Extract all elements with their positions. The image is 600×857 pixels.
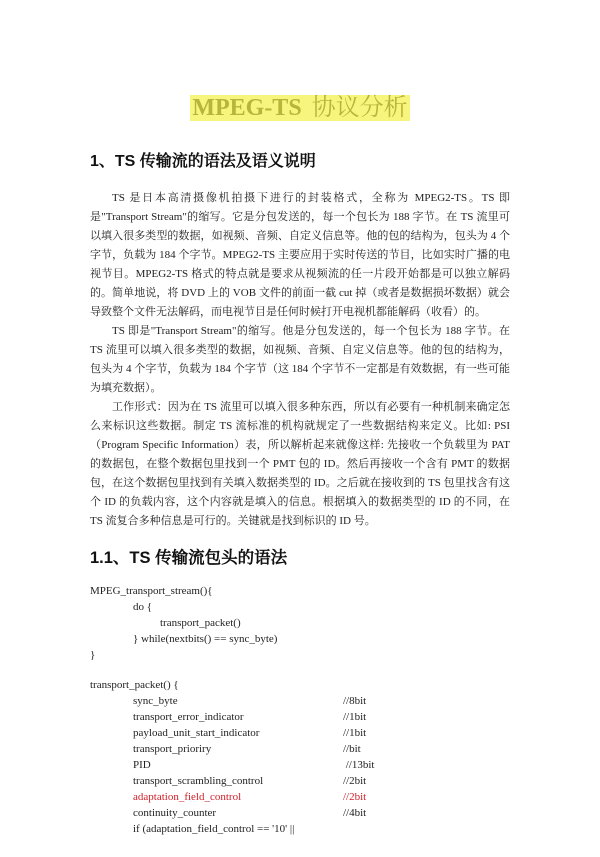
paragraph: TS 即是"Transport Stream"的缩写。他是分包发送的，每一个包长为 188 字节。在 TS 流里可以填入很多类型的数据，如视频、音频、自定义信息等。他的包的结构为，包头为 4 个字节，负载为 184 个字节（这 184 个字节不一定都是有效数据，有一些可能为填充数据）。 — [90, 325, 510, 394]
field-comment: //2bit — [343, 791, 367, 803]
title-latin: MPEG-TS — [192, 95, 302, 121]
field-name: payload_unit_start_indicator — [133, 727, 260, 739]
field-name: PID — [133, 759, 151, 771]
code-line: } while(nextbits() == sync_byte) — [133, 633, 278, 645]
field-row — [90, 773, 510, 789]
field-name: adaptation_field_control — [133, 791, 242, 803]
field-name: sync_byte — [133, 695, 178, 707]
section-1-1-heading: 1.1、TS 传输流包头的语法 — [90, 549, 288, 567]
field-comment: //13bit — [343, 759, 375, 771]
code-line: do { — [133, 601, 153, 613]
field-comment: //4bit — [343, 807, 367, 819]
title-cn — [304, 95, 410, 121]
field-row — [90, 725, 510, 741]
field-row — [90, 805, 510, 821]
stream-code-block — [90, 583, 510, 663]
paragraph: 工作形式：因为在 TS 流里可以填入很多种东西，所以有必要有一种机制来确定怎么来标识这些数据。制定 TS 流标准的机构就规定了一些数据结构来定义。比如: PSI（Program Specific Information）表，所以解析起来就像这样: 先接收一个负载里为 PAT 的数据包，在整个数据包里找到一个 PMT 包的 ID。然后再接收一个含有 PMT 的数据包，在这个数据包里找到有关填入数据类型的 ID。之后就在接收到的 TS 包里找含有这个 ID 的负载内容，这个内容就是填入的信息。根据填入的数据类型的 ID 的不同，在 TS 流复合多种信息是可行的。关键就是找到标识的 ID 号。 — [90, 401, 510, 527]
code-line: transport_packet() { — [90, 679, 179, 691]
field-comment: //8bit — [343, 695, 367, 707]
code-line: if (adaptation_field_control == '10' || — [133, 823, 295, 835]
field-name: transport_error_indicator — [133, 711, 244, 723]
document-title — [90, 92, 510, 127]
paragraph: TS 是日本高清摄像机拍摄下进行的封装格式，全称为 MPEG2-TS。TS 即是"Transport Stream"的缩写。它是分包发送的，每一个包长为 188 字节。在 TS 流里可以填入很多类型的数据，如视频、音频、自定义信息等。他的包的结构为，包头为 4 个字节，负载为 184 个字节。MPEG2-TS 主要应用于实时传送的节目，比如实时广播的电视节目。MPEG2-TS 格式的特点就是要求从视频流的任一片段开始都是可以独立解码的。简单地说，将 DVD 上的 VOB 文件的前面一截 cut 掉（或者是数据损坏数据）就会导致整个文件无法解码，而电视节目是任何时候打开电视机都能解码（收看）的。 — [90, 192, 510, 318]
section-1-body — [90, 189, 510, 531]
packet-code-block — [90, 677, 510, 837]
field-row — [90, 757, 510, 773]
field-row — [90, 709, 510, 725]
field-row — [90, 741, 510, 757]
code-line: transport_packet() — [160, 617, 241, 629]
field-comment: //bit — [343, 743, 361, 755]
field-comment: //1bit — [343, 727, 367, 739]
section-1-heading: 1、TS 传输流的语法及语义说明 — [90, 153, 316, 170]
field-name: transport_prioriry — [133, 743, 212, 755]
field-name: transport_scrambling_control — [133, 775, 264, 787]
field-comment: //1bit — [343, 711, 367, 723]
field-comment: //2bit — [343, 775, 367, 787]
field-row — [90, 693, 510, 709]
code-line: } — [90, 649, 96, 661]
field-name: continuity_counter — [133, 807, 217, 819]
code-line: MPEG_transport_stream(){ — [90, 585, 213, 597]
title-cn-text: 协议分析 — [311, 95, 408, 121]
field-row-highlighted — [90, 789, 510, 805]
